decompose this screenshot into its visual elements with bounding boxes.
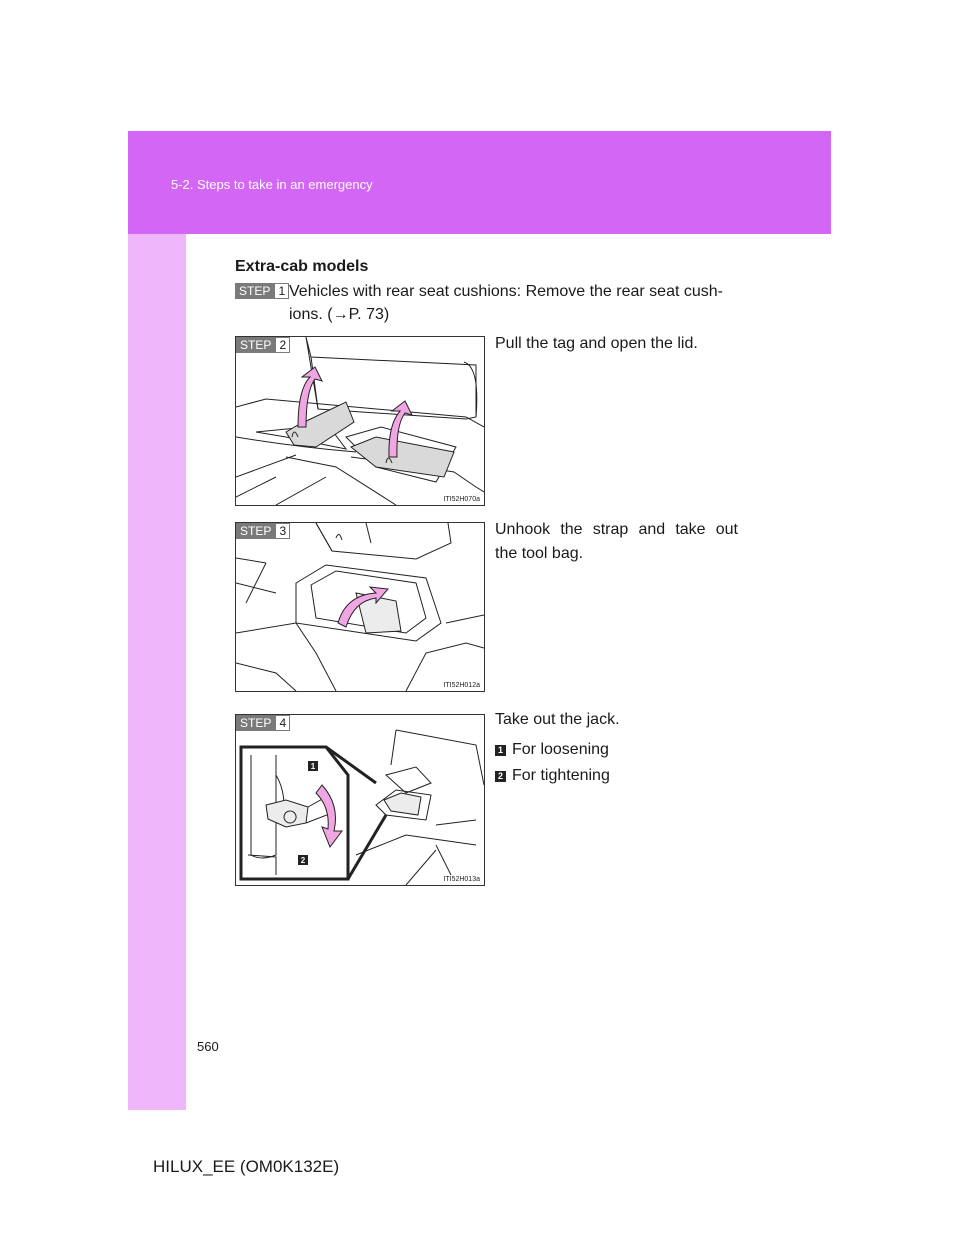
marker-2-label: 2 bbox=[300, 856, 306, 865]
step-3-tag bbox=[236, 523, 290, 539]
marker-1-icon: 1 bbox=[495, 745, 506, 756]
side-band bbox=[128, 234, 186, 1110]
step-3-text-line1: Unhook the strap and take out bbox=[495, 521, 738, 538]
step-label: STEP bbox=[236, 715, 275, 731]
step-2-text: Pull the tag and open the lid. bbox=[495, 335, 698, 352]
step-3-figure bbox=[235, 522, 485, 692]
section-title: 5-2. Steps to take in an emergency bbox=[171, 177, 373, 192]
step-3-text-line2: the tool bag. bbox=[495, 545, 584, 562]
tool-bag-illustration bbox=[236, 523, 484, 691]
marker-2-icon: 2 bbox=[495, 771, 506, 782]
step-label: STEP bbox=[236, 337, 275, 353]
step-2-figure bbox=[235, 336, 485, 506]
step-label: STEP bbox=[235, 283, 274, 299]
subheading: Extra-cab models bbox=[235, 258, 369, 275]
page-number: 560 bbox=[197, 1039, 219, 1054]
step-4-text: Take out the jack. bbox=[495, 711, 620, 728]
item-loosening bbox=[495, 741, 609, 759]
figure-code: ITI52H012a bbox=[443, 682, 480, 689]
step-number: 2 bbox=[275, 337, 290, 353]
marker-1-label: 1 bbox=[310, 762, 316, 771]
seat-lid-illustration bbox=[236, 337, 484, 505]
figure-code: ITI52H070a bbox=[443, 496, 480, 503]
item-label: For tightening bbox=[512, 767, 610, 784]
jack-illustration bbox=[236, 715, 484, 885]
footer-model-code: HILUX_EE (OM0K132E) bbox=[153, 1157, 340, 1176]
step-1-text-line1: Vehicles with rear seat cushions: Remove the rear seat cush- bbox=[289, 283, 723, 300]
step-4-tag bbox=[236, 715, 290, 731]
figure-code: ITI52H013a bbox=[443, 876, 480, 883]
step-1-tag bbox=[235, 283, 289, 299]
item-label: For loosening bbox=[512, 741, 609, 758]
step-number: 1 bbox=[274, 283, 289, 299]
item-tightening bbox=[495, 767, 610, 785]
step-2-tag bbox=[236, 337, 290, 353]
step-label: STEP bbox=[236, 523, 275, 539]
step-number: 4 bbox=[275, 715, 290, 731]
step-number: 3 bbox=[275, 523, 290, 539]
step-1-text-line2: ions. (→P. 73) bbox=[289, 306, 390, 323]
step-4-figure bbox=[235, 714, 485, 886]
